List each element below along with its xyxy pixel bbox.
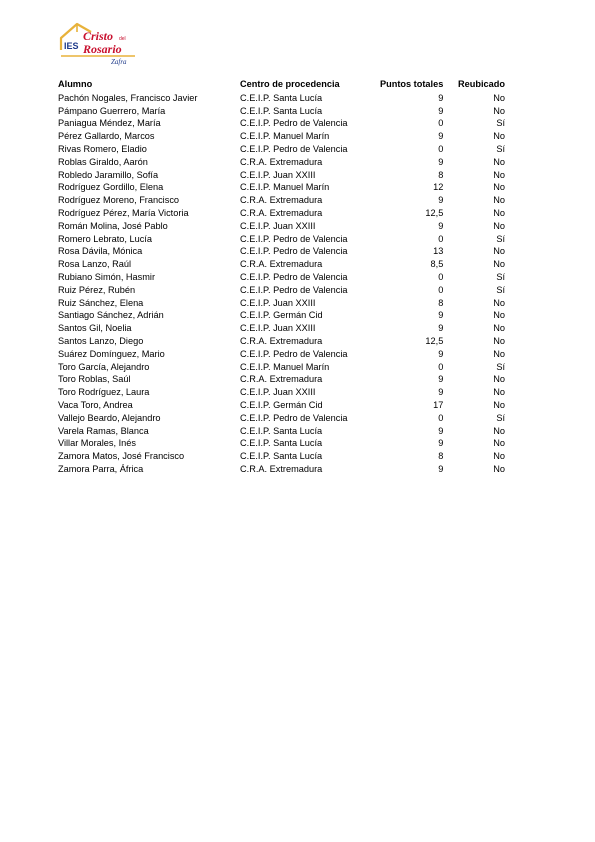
cell-puntos: 9: [438, 310, 444, 321]
cell-centro: C.E.I.P. Germán Cid: [240, 310, 323, 321]
cell-puntos: 9: [438, 348, 444, 359]
cell-puntos: 12,5: [425, 335, 444, 346]
table-row: [58, 130, 518, 143]
cell-centro: C.E.I.P. Pedro de Valencia: [240, 412, 348, 423]
cell-puntos: 0: [438, 361, 444, 372]
cell-reubicado: No: [493, 297, 505, 308]
header-reubicado: Reubicado: [458, 79, 505, 89]
cell-alumno: Zamora Parra, África: [58, 463, 144, 474]
cell-reubicado: No: [493, 438, 505, 449]
cell-reubicado: No: [493, 105, 505, 116]
table-row: [58, 386, 518, 399]
table-row: [58, 92, 518, 105]
cell-puntos: 8: [438, 169, 444, 180]
cell-puntos: 17: [433, 399, 444, 410]
cell-alumno: Rosa Lanzo, Raúl: [58, 259, 132, 270]
cell-alumno: Ruiz Sánchez, Elena: [58, 297, 144, 308]
cell-centro: C.E.I.P. Juan XXIII: [240, 323, 316, 334]
cell-puntos: 8,5: [430, 259, 444, 270]
cell-puntos: 9: [438, 131, 444, 142]
table-row: [58, 373, 518, 386]
table-row: [58, 348, 518, 361]
cell-centro: C.E.I.P. Pedro de Valencia: [240, 348, 348, 359]
table-row: [58, 105, 518, 118]
table-row: [58, 245, 518, 258]
cell-puntos: 9: [438, 463, 444, 474]
logo-line1: Cristo: [83, 29, 114, 43]
cell-reubicado: No: [493, 182, 505, 193]
cell-alumno: Rodríguez Pérez, María Victoria: [58, 207, 189, 218]
cell-alumno: Román Molina, José Pablo: [58, 220, 168, 231]
cell-puntos: 9: [438, 323, 444, 334]
cell-puntos: 8: [438, 451, 444, 462]
table-row: [58, 143, 518, 156]
logo-line3: Zafra: [111, 58, 127, 66]
table-row: [58, 309, 518, 322]
cell-centro: C.R.A. Extremadura: [240, 156, 323, 167]
cell-reubicado: Sí: [496, 143, 505, 154]
cell-reubicado: Sí: [496, 412, 505, 423]
cell-puntos: 0: [438, 271, 444, 282]
logo-line1-small: del: [119, 36, 126, 42]
table-row: [58, 297, 518, 310]
cell-alumno: Pachón Nogales, Francisco Javier: [58, 92, 198, 103]
cell-reubicado: No: [493, 131, 505, 142]
table-row: [58, 156, 518, 169]
cell-reubicado: Sí: [496, 271, 505, 282]
cell-centro: C.E.I.P. Santa Lucía: [240, 438, 323, 449]
cell-centro: C.R.A. Extremadura: [240, 195, 323, 206]
cell-reubicado: Sí: [496, 284, 505, 295]
table-row: [58, 169, 518, 182]
cell-centro: C.R.A. Extremadura: [240, 335, 323, 346]
cell-centro: C.E.I.P. Pedro de Valencia: [240, 246, 348, 257]
cell-reubicado: No: [493, 207, 505, 218]
cell-puntos: 12,5: [425, 207, 444, 218]
cell-puntos: 9: [438, 438, 444, 449]
table-row: [58, 194, 518, 207]
cell-reubicado: No: [493, 399, 505, 410]
cell-alumno: Toro García, Alejandro: [58, 361, 150, 372]
table-row: [58, 450, 518, 463]
cell-alumno: Vallejo Beardo, Alejandro: [58, 412, 161, 423]
table-row: [58, 117, 518, 130]
logo-prefix: IES: [64, 41, 79, 51]
header-puntos: Puntos totales: [380, 79, 444, 89]
table-row: [58, 361, 518, 374]
cell-puntos: 9: [438, 105, 444, 116]
cell-reubicado: Sí: [496, 118, 505, 129]
cell-reubicado: Sí: [496, 233, 505, 244]
cell-centro: C.E.I.P. Juan XXIII: [240, 169, 316, 180]
cell-centro: C.R.A. Extremadura: [240, 207, 323, 218]
cell-puntos: 13: [433, 246, 444, 257]
cell-puntos: 9: [438, 425, 444, 436]
cell-alumno: Ruiz Pérez, Rubén: [58, 284, 136, 295]
cell-reubicado: No: [493, 374, 505, 385]
cell-puntos: 8: [438, 297, 444, 308]
cell-reubicado: No: [493, 335, 505, 346]
table-row: [58, 335, 518, 348]
cell-alumno: Rosa Dávila, Mónica: [58, 246, 143, 257]
cell-alumno: Varela Ramas, Blanca: [58, 425, 149, 436]
cell-alumno: Pámpano Guerrero, María: [58, 105, 166, 116]
cell-puntos: 0: [438, 412, 444, 423]
cell-reubicado: No: [493, 348, 505, 359]
cell-centro: C.E.I.P. Pedro de Valencia: [240, 271, 348, 282]
school-logo: [55, 20, 145, 70]
cell-reubicado: No: [493, 425, 505, 436]
cell-reubicado: No: [493, 92, 505, 103]
cell-alumno: Santos Lanzo, Diego: [58, 335, 144, 346]
cell-centro: C.E.I.P. Santa Lucía: [240, 92, 323, 103]
cell-reubicado: No: [493, 463, 505, 474]
cell-reubicado: Sí: [496, 361, 505, 372]
cell-centro: C.R.A. Extremadura: [240, 374, 323, 385]
cell-alumno: Rivas Romero, Eladio: [58, 143, 147, 154]
table-row: [58, 207, 518, 220]
cell-puntos: 9: [438, 387, 444, 398]
table-row: [58, 463, 518, 476]
table-row: [58, 220, 518, 233]
cell-centro: C.E.I.P. Juan XXIII: [240, 387, 316, 398]
cell-puntos: 12: [433, 182, 444, 193]
cell-alumno: Villar Morales, Inés: [58, 438, 136, 449]
school-logo-graphic: [55, 20, 145, 70]
table-row: [58, 399, 518, 412]
cell-puntos: 0: [438, 233, 444, 244]
cell-reubicado: No: [493, 259, 505, 270]
table-row: [58, 412, 518, 425]
cell-alumno: Vaca Toro, Andrea: [58, 399, 133, 410]
cell-centro: C.E.I.P. Pedro de Valencia: [240, 233, 348, 244]
cell-alumno: Roblas Giraldo, Aarón: [58, 156, 148, 167]
cell-reubicado: No: [493, 195, 505, 206]
cell-centro: C.E.I.P. Juan XXIII: [240, 220, 316, 231]
cell-reubicado: No: [493, 220, 505, 231]
cell-centro: C.E.I.P. Pedro de Valencia: [240, 284, 348, 295]
cell-alumno: Rubiano Simón, Hasmir: [58, 271, 156, 282]
logo-line2: Rosario: [83, 42, 122, 56]
cell-centro: C.E.I.P. Germán Cid: [240, 399, 323, 410]
cell-alumno: Rodríguez Moreno, Francisco: [58, 195, 180, 206]
cell-centro: C.E.I.P. Santa Lucía: [240, 105, 323, 116]
cell-centro: C.E.I.P. Pedro de Valencia: [240, 118, 348, 129]
table-row: [58, 233, 518, 246]
table-row: [58, 271, 518, 284]
cell-centro: C.E.I.P. Santa Lucía: [240, 451, 323, 462]
cell-alumno: Zamora Matos, José Francisco: [58, 451, 185, 462]
table-row: [58, 258, 518, 271]
cell-centro: C.E.I.P. Manuel Marín: [240, 131, 330, 142]
cell-alumno: Toro Rodríguez, Laura: [58, 387, 150, 398]
table-header-row: [58, 78, 518, 92]
table-row: [58, 425, 518, 438]
table-row: [58, 437, 518, 450]
cell-alumno: Robledo Jaramillo, Sofía: [58, 169, 159, 180]
cell-alumno: Santos Gil, Noelia: [58, 323, 132, 334]
cell-centro: C.E.I.P. Manuel Marín: [240, 361, 330, 372]
cell-centro: C.E.I.P. Juan XXIII: [240, 297, 316, 308]
table-row: [58, 322, 518, 335]
cell-reubicado: No: [493, 169, 505, 180]
cell-alumno: Santiago Sánchez, Adrián: [58, 310, 164, 321]
cell-reubicado: No: [493, 451, 505, 462]
cell-reubicado: No: [493, 323, 505, 334]
cell-centro: C.R.A. Extremadura: [240, 259, 323, 270]
students-table: [58, 78, 518, 476]
cell-alumno: Toro Roblas, Saúl: [58, 374, 131, 385]
cell-centro: C.E.I.P. Santa Lucía: [240, 425, 323, 436]
cell-puntos: 9: [438, 374, 444, 385]
cell-reubicado: No: [493, 387, 505, 398]
cell-puntos: 9: [438, 220, 444, 231]
cell-alumno: Paniagua Méndez, María: [58, 118, 161, 129]
cell-puntos: 9: [438, 195, 444, 206]
cell-puntos: 0: [438, 118, 444, 129]
table-body: [58, 92, 518, 476]
cell-reubicado: No: [493, 310, 505, 321]
cell-puntos: 0: [438, 143, 444, 154]
cell-centro: C.E.I.P. Pedro de Valencia: [240, 143, 348, 154]
header-alumno: Alumno: [58, 79, 93, 89]
cell-alumno: Romero Lebrato, Lucía: [58, 233, 152, 244]
cell-alumno: Pérez Gallardo, Marcos: [58, 131, 155, 142]
cell-alumno: Rodríguez Gordillo, Elena: [58, 182, 164, 193]
cell-centro: C.R.A. Extremadura: [240, 463, 323, 474]
cell-centro: C.E.I.P. Manuel Marín: [240, 182, 330, 193]
header-centro: Centro de procedencia: [240, 79, 340, 89]
table-row: [58, 181, 518, 194]
cell-puntos: 9: [438, 92, 444, 103]
cell-reubicado: No: [493, 156, 505, 167]
cell-puntos: 0: [438, 284, 444, 295]
cell-puntos: 9: [438, 156, 444, 167]
cell-reubicado: No: [493, 246, 505, 257]
cell-alumno: Suárez Domínguez, Mario: [58, 348, 165, 359]
table-row: [58, 284, 518, 297]
